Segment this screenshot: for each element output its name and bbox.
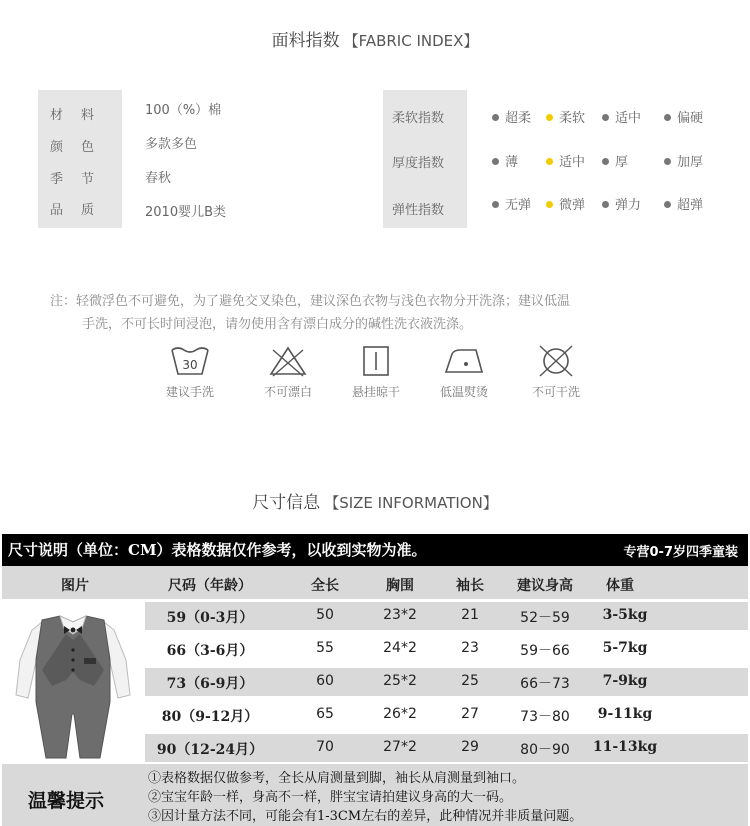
row2-length: 55 bbox=[316, 640, 334, 656]
header-image: 图片 bbox=[61, 578, 89, 594]
option-dot-icon bbox=[664, 201, 671, 208]
row5-height: 80－90 bbox=[520, 742, 570, 758]
shop-slogan: 专营0-7岁四季童装 bbox=[623, 545, 738, 560]
elasticity-option: 弹力 bbox=[602, 194, 641, 213]
product-romper-image bbox=[2, 600, 144, 762]
row2-chest: 24*2 bbox=[383, 640, 417, 656]
row4-sleeve: 27 bbox=[461, 706, 479, 722]
row3-length: 60 bbox=[316, 673, 334, 689]
row1-weight: 3-5kg bbox=[602, 607, 648, 623]
row5-length: 70 bbox=[316, 739, 334, 755]
material-value: 100（%）棉 bbox=[145, 103, 222, 118]
row4-size: 80（9-12月） bbox=[161, 709, 259, 725]
thickness-option: 加厚 bbox=[664, 151, 703, 170]
color-value: 多款多色 bbox=[145, 137, 198, 152]
header-size: 尺码（年龄） bbox=[168, 578, 252, 594]
hang-dry-icon bbox=[356, 344, 396, 378]
tips-title: 温馨提示 bbox=[28, 790, 105, 812]
care-item-no-dry-clean: 不可干洗 bbox=[506, 344, 606, 400]
no-dry-clean-icon bbox=[536, 344, 576, 378]
fabric-section-title bbox=[0, 26, 750, 51]
tip-line-3: ③因计量方法不同，可能会有1-3CM左右的差异，此种情况并非质量问题。 bbox=[148, 809, 583, 824]
elasticity-option-selected: 微弹 bbox=[546, 194, 585, 213]
hand-wash-30-icon bbox=[170, 344, 210, 378]
care-note-line1: 注：轻微浮色不可避免，为了避免交叉染色，建议深色衣物与浅色衣物分开洗涤；建议低温 bbox=[50, 294, 571, 309]
elasticity-option: 无弹 bbox=[492, 194, 531, 213]
quality-key: 品质 bbox=[50, 203, 113, 218]
elasticity-index-label: 弹性指数 bbox=[392, 203, 445, 218]
season-value: 春秋 bbox=[145, 171, 172, 186]
row4-chest: 26*2 bbox=[383, 706, 417, 722]
low-iron-icon bbox=[442, 344, 486, 378]
size-title: 尺寸信息 bbox=[252, 493, 321, 513]
care-note bbox=[50, 290, 690, 336]
option-dot-icon bbox=[492, 114, 499, 121]
thickness-index-label: 厚度指数 bbox=[392, 156, 445, 171]
row2-height: 59－66 bbox=[520, 643, 570, 659]
thickness-option-selected: 适中 bbox=[546, 151, 585, 170]
selected-dot-icon bbox=[546, 114, 553, 121]
header-sleeve: 袖长 bbox=[456, 578, 484, 594]
option-dot-icon bbox=[492, 158, 499, 165]
row5-sleeve: 29 bbox=[461, 739, 479, 755]
row5-chest: 27*2 bbox=[383, 739, 417, 755]
softness-option: 适中 bbox=[602, 107, 641, 126]
option-dot-icon bbox=[602, 158, 609, 165]
selected-dot-icon bbox=[546, 158, 553, 165]
size-note-text: 尺寸说明（单位：CM）表格数据仅作参考，以收到实物为准。 bbox=[8, 541, 427, 559]
row3-sleeve: 25 bbox=[461, 673, 479, 689]
thickness-option: 厚 bbox=[602, 151, 628, 170]
fabric-title: 面料指数 bbox=[271, 31, 340, 51]
softness-option: 超柔 bbox=[492, 107, 531, 126]
row3-chest: 25*2 bbox=[383, 673, 417, 689]
color-key: 颜色 bbox=[50, 140, 113, 155]
row5-weight: 11-13kg bbox=[592, 739, 658, 755]
row4-weight: 9-11kg bbox=[597, 706, 653, 722]
care-note-line2: 手洗，不可长时间浸泡，请勿使用含有漂白成分的碱性洗衣液洗涤。 bbox=[82, 317, 473, 332]
thickness-option: 薄 bbox=[492, 151, 518, 170]
row3-weight: 7-9kg bbox=[602, 673, 648, 689]
header-length: 全长 bbox=[311, 578, 339, 594]
softness-option: 偏硬 bbox=[664, 107, 703, 126]
row4-height: 73－80 bbox=[520, 709, 570, 725]
row1-sleeve: 21 bbox=[461, 607, 479, 623]
care-item-low-iron: 低温熨烫 bbox=[414, 344, 514, 400]
option-dot-icon bbox=[492, 201, 499, 208]
quality-value: 2010婴儿B类 bbox=[145, 205, 227, 220]
size-title-en: 【SIZE INFORMATION】 bbox=[324, 494, 498, 512]
option-dot-icon bbox=[602, 201, 609, 208]
row1-chest: 23*2 bbox=[383, 607, 417, 623]
material-key: 材料 bbox=[50, 108, 113, 123]
option-dot-icon bbox=[664, 114, 671, 121]
row1-size: 59（0-3月） bbox=[166, 610, 254, 626]
season-key: 季节 bbox=[50, 172, 113, 187]
row2-sleeve: 23 bbox=[461, 640, 479, 656]
row2-weight: 5-7kg bbox=[602, 640, 648, 656]
option-dot-icon bbox=[602, 114, 609, 121]
row1-height: 52－59 bbox=[520, 610, 570, 626]
row3-height: 66－73 bbox=[520, 676, 570, 692]
size-section-title bbox=[0, 488, 750, 513]
tip-line-2: ②宝宝年龄一样，身高不一样，胖宝宝请拍建议身高的大一码。 bbox=[148, 790, 513, 805]
header-chest: 胸围 bbox=[386, 578, 414, 594]
header-height: 建议身高 bbox=[517, 578, 573, 594]
softness-option-selected: 柔软 bbox=[546, 107, 585, 126]
row1-length: 50 bbox=[316, 607, 334, 623]
row3-size: 73（6-9月） bbox=[166, 676, 254, 692]
row4-length: 65 bbox=[316, 706, 334, 722]
care-item-hand-wash: 30 建议手洗 bbox=[140, 344, 240, 400]
care-item-no-bleach: 不可漂白 bbox=[238, 344, 338, 400]
row2-size: 66（3-6月） bbox=[166, 643, 254, 659]
care-item-hang-dry: 悬挂晾干 bbox=[326, 344, 426, 400]
selected-dot-icon bbox=[546, 201, 553, 208]
tip-line-1: ①表格数据仅做参考，全长从肩测量到脚，袖长从肩测量到袖口。 bbox=[148, 771, 526, 786]
elasticity-option: 超弹 bbox=[664, 194, 703, 213]
row5-size: 90（12-24月） bbox=[156, 742, 264, 758]
fabric-title-en: 【FABRIC INDEX】 bbox=[343, 32, 479, 50]
header-weight: 体重 bbox=[606, 578, 634, 594]
size-note-bar bbox=[2, 534, 748, 566]
option-dot-icon bbox=[664, 158, 671, 165]
svg-text:30: 30 bbox=[182, 358, 198, 372]
softness-index-label: 柔软指数 bbox=[392, 111, 445, 126]
no-bleach-icon bbox=[268, 344, 308, 378]
